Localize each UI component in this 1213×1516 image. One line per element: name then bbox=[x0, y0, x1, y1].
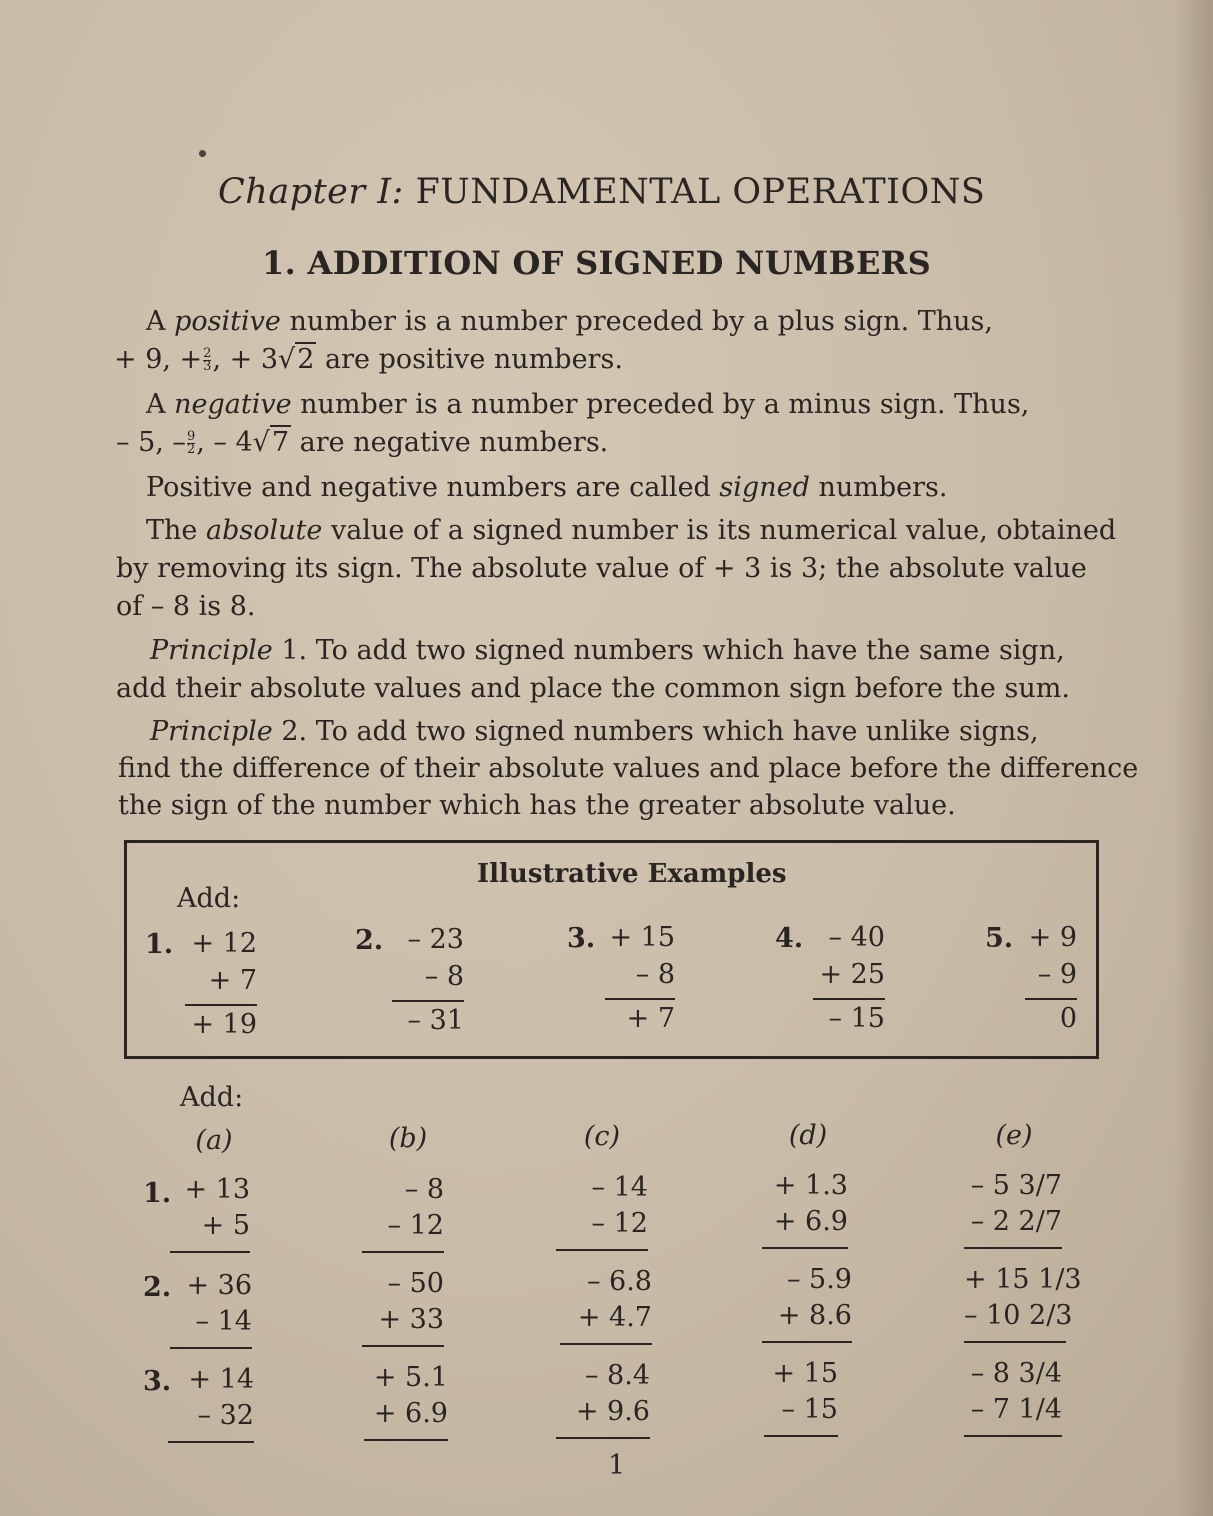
examples-title: Illustrative Examples bbox=[477, 859, 787, 889]
paragraph-line: by removing its sign. The absolute value of + 3 is 3; the absolute value bbox=[116, 553, 1087, 584]
example-number: 2. bbox=[355, 925, 384, 956]
example-number: 3. bbox=[567, 923, 596, 954]
paragraph-line bbox=[146, 389, 1029, 420]
paragraph-line bbox=[146, 515, 1116, 546]
text: , – 4 bbox=[196, 427, 253, 458]
text: 2. To add two signed numbers which have unlike signs, bbox=[281, 716, 1039, 747]
paragraph-line: find the difference of their absolute values and place before the difference bbox=[118, 753, 1139, 784]
paragraph-line: + 9, + $\frac{2}{3}$ , + 3√2 are positive numbers. bbox=[114, 344, 623, 375]
paragraph-line: add their absolute values and place the common sign before the sum. bbox=[116, 673, 1070, 704]
example-3 bbox=[605, 919, 675, 1037]
answer-rule bbox=[556, 1437, 650, 1439]
addend: – 6.8 bbox=[586, 1266, 652, 1297]
sum: – 15 bbox=[828, 1003, 885, 1034]
paragraph-line: – 5, – $\frac{9}{2}$ , – 4√7 are negative numbers. bbox=[116, 427, 609, 458]
text: A bbox=[146, 306, 166, 337]
exercise-2a bbox=[170, 1268, 252, 1349]
text: numbers. bbox=[818, 472, 948, 503]
addend: – 12 bbox=[387, 1210, 444, 1241]
sum: – 31 bbox=[407, 1005, 464, 1036]
text: number is a number preceded by a plus sign. Thus, bbox=[289, 306, 993, 337]
paragraph-line: the sign of the number which has the greater absolute value. bbox=[118, 790, 956, 821]
answer-rule bbox=[364, 1439, 448, 1441]
term-principle: Principle bbox=[150, 635, 273, 666]
example-1 bbox=[185, 925, 257, 1043]
answer-rule bbox=[170, 1251, 250, 1253]
section-heading: 1. ADDITION OF SIGNED NUMBERS bbox=[262, 244, 931, 282]
chapter-title: FUNDAMENTAL OPERATIONS bbox=[415, 172, 986, 212]
answer-rule bbox=[168, 1441, 254, 1443]
exercise-row-number: 2. bbox=[143, 1272, 172, 1303]
addend: – 14 bbox=[195, 1306, 252, 1337]
term-positive: positive bbox=[174, 306, 281, 337]
denominator: 3 bbox=[203, 359, 212, 374]
paragraph-line bbox=[150, 716, 1039, 747]
exercise-row-number: 1. bbox=[143, 1178, 172, 1209]
sum: + 7 bbox=[626, 1003, 675, 1034]
addend: – 8 bbox=[424, 961, 464, 992]
ink-dot bbox=[199, 150, 206, 157]
addend: – 2 2/7 bbox=[970, 1206, 1062, 1237]
column-d-label: (d) bbox=[788, 1120, 828, 1151]
addend: + 7 bbox=[208, 965, 257, 996]
answer-rule bbox=[560, 1343, 652, 1345]
exercise-3a bbox=[168, 1362, 254, 1443]
sum: 0 bbox=[1059, 1003, 1077, 1034]
column-a-label: (a) bbox=[195, 1125, 233, 1156]
text: A bbox=[146, 389, 166, 420]
exercise-3c bbox=[556, 1358, 650, 1439]
addend: + 15 bbox=[772, 1358, 838, 1389]
addend: – 14 bbox=[591, 1172, 648, 1203]
fraction bbox=[187, 431, 195, 456]
chapter-heading bbox=[218, 172, 985, 212]
example-2 bbox=[392, 921, 464, 1039]
addend: + 6.9 bbox=[373, 1398, 448, 1429]
text: are negative numbers. bbox=[299, 427, 609, 458]
answer-rule bbox=[764, 1435, 838, 1437]
exercise-1d bbox=[762, 1168, 848, 1249]
text: The bbox=[146, 515, 198, 546]
addend: + 15 bbox=[609, 922, 675, 953]
addend: – 12 bbox=[591, 1208, 648, 1239]
text: Positive and negative numbers are called bbox=[146, 472, 711, 503]
exercise-1c bbox=[556, 1170, 648, 1251]
paragraph-line: of – 8 is 8. bbox=[116, 591, 256, 622]
addend: – 15 bbox=[781, 1394, 838, 1425]
addend: – 8 bbox=[635, 959, 675, 990]
example-number: 4. bbox=[775, 923, 804, 954]
page-edge-shadow bbox=[1173, 0, 1213, 1516]
exercises-add-label: Add: bbox=[180, 1082, 244, 1113]
column-b-label: (b) bbox=[388, 1123, 428, 1154]
addend: – 8.4 bbox=[584, 1360, 650, 1391]
column-c-label: (c) bbox=[583, 1121, 621, 1152]
answer-rule bbox=[762, 1341, 852, 1343]
addend: + 4.7 bbox=[577, 1302, 652, 1333]
numerator: 9 bbox=[186, 429, 196, 444]
paragraph-line bbox=[150, 635, 1065, 666]
example-5 bbox=[1025, 919, 1077, 1037]
column-e-label: (e) bbox=[995, 1120, 1033, 1151]
addend: – 9 bbox=[1037, 959, 1077, 990]
term-negative: negative bbox=[174, 389, 292, 420]
example-4 bbox=[813, 919, 885, 1037]
exercise-2e bbox=[964, 1262, 1082, 1343]
term-principle: Principle bbox=[150, 716, 273, 747]
answer-rule bbox=[170, 1347, 252, 1349]
addend: + 5.1 bbox=[373, 1362, 448, 1393]
exercise-1b bbox=[362, 1172, 444, 1253]
addend: + 6.9 bbox=[773, 1206, 848, 1237]
answer-rule bbox=[964, 1435, 1062, 1437]
text: , + 3 bbox=[212, 344, 279, 375]
answer-rule bbox=[362, 1251, 444, 1253]
addend: + 5 bbox=[201, 1210, 250, 1241]
exercise-2d bbox=[762, 1262, 852, 1343]
exercise-3b bbox=[364, 1360, 448, 1441]
add-label: Add: bbox=[177, 883, 241, 914]
illustrative-examples-box bbox=[124, 840, 1099, 1059]
paragraph-line bbox=[146, 472, 947, 503]
text: 1. To add two signed numbers which have the same sign, bbox=[281, 635, 1065, 666]
numerator: 2 bbox=[203, 346, 212, 361]
addend: – 8 bbox=[404, 1174, 444, 1205]
addend: – 7 1/4 bbox=[970, 1394, 1062, 1425]
text: number is a number preceded by a minus sign. Thus, bbox=[300, 389, 1030, 420]
radicand: 2 bbox=[297, 344, 315, 375]
answer-rule bbox=[762, 1247, 848, 1249]
text: – 5, – bbox=[116, 427, 186, 458]
answer-rule bbox=[556, 1249, 648, 1251]
paragraph-line bbox=[146, 306, 993, 337]
answer-rule bbox=[362, 1345, 444, 1347]
radicand: 7 bbox=[271, 427, 290, 458]
exercise-3e bbox=[964, 1356, 1062, 1437]
addend: + 14 bbox=[188, 1364, 254, 1395]
example-number: 5. bbox=[985, 923, 1014, 954]
addend: + 8.6 bbox=[777, 1300, 852, 1331]
exercise-2b bbox=[362, 1266, 444, 1347]
addend: + 9.6 bbox=[575, 1396, 650, 1427]
addend: – 5 3/7 bbox=[970, 1170, 1062, 1201]
addend: – 23 bbox=[407, 924, 464, 955]
page-number: 1 bbox=[608, 1450, 626, 1481]
addend: – 40 bbox=[828, 922, 885, 953]
addend: + 33 bbox=[378, 1304, 444, 1335]
exercise-3d bbox=[764, 1356, 838, 1437]
addend: – 5.9 bbox=[786, 1264, 852, 1295]
addend: + 13 bbox=[184, 1174, 250, 1205]
answer-rule bbox=[964, 1247, 1062, 1249]
text: are positive numbers. bbox=[325, 344, 623, 375]
denominator: 2 bbox=[186, 442, 196, 457]
chapter-prefix: Chapter I: bbox=[218, 172, 404, 212]
addend: – 32 bbox=[197, 1400, 254, 1431]
fraction bbox=[203, 348, 211, 373]
addend: – 8 3/4 bbox=[970, 1358, 1062, 1389]
exercise-1e bbox=[964, 1168, 1062, 1249]
text: + 9, + bbox=[114, 344, 203, 375]
example-number: 1. bbox=[145, 929, 174, 960]
exercise-2c bbox=[560, 1264, 652, 1345]
text: value of a signed number is its numerical value, obtained bbox=[330, 515, 1117, 546]
addend: + 9 bbox=[1028, 922, 1077, 953]
term-absolute: absolute bbox=[205, 515, 323, 546]
addend: + 25 bbox=[819, 959, 885, 990]
exercise-row-number: 3. bbox=[143, 1366, 172, 1397]
answer-rule bbox=[964, 1341, 1066, 1343]
addend: + 36 bbox=[186, 1270, 252, 1301]
addend: + 15 1/3 bbox=[964, 1264, 1082, 1295]
sum: + 19 bbox=[191, 1009, 257, 1040]
addend: – 50 bbox=[387, 1268, 444, 1299]
addend: + 12 bbox=[191, 928, 257, 959]
addend: + 1.3 bbox=[773, 1170, 848, 1201]
addend: – 10 2/3 bbox=[964, 1300, 1073, 1331]
exercise-1a bbox=[170, 1172, 250, 1253]
term-signed: signed bbox=[719, 472, 810, 503]
